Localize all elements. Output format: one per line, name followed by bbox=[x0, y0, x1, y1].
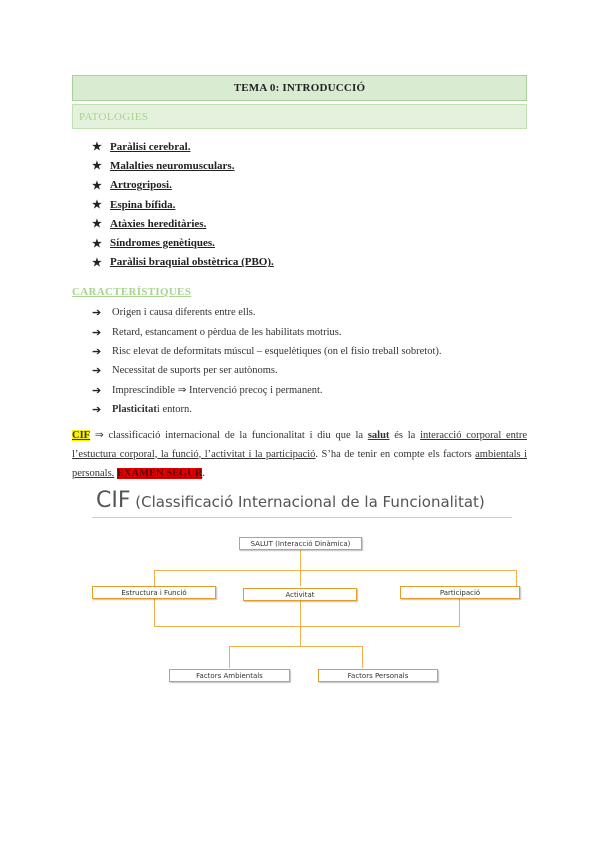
arrow-bullet-icon: ➔ bbox=[92, 326, 102, 339]
star-bullet-icon: ★ bbox=[92, 237, 102, 250]
node-label: Factors Ambientals bbox=[196, 671, 263, 680]
cif-salut: salut bbox=[367, 429, 390, 441]
list-item bbox=[92, 137, 274, 156]
diagram-node-estructura bbox=[92, 586, 216, 599]
star-bullet-icon: ★ bbox=[92, 256, 102, 269]
connector-line bbox=[154, 599, 155, 626]
list-item-text: Risc elevat de deformitats múscul – esquelètiques (on el fisio treball sobretot). bbox=[112, 345, 442, 357]
page-title bbox=[72, 75, 527, 101]
diagram-divider bbox=[92, 517, 512, 518]
connector-line bbox=[459, 599, 460, 626]
cif-label: CIF bbox=[72, 429, 91, 441]
cif-text-2: és la bbox=[389, 429, 421, 441]
diagram-node-participacio bbox=[400, 586, 520, 599]
list-item-text: Retard, estancament o pèrdua de les habilitats motrius. bbox=[112, 326, 342, 338]
cif-text-1: ⇒ classificació internacional de la funcionalitat i diu que la bbox=[90, 429, 368, 441]
list-item-text: Necessitat de suports per ser autònoms. bbox=[112, 365, 278, 377]
diagram-node-activitat bbox=[243, 588, 357, 601]
arrow-bullet-icon: ➔ bbox=[92, 365, 102, 378]
connector-line bbox=[362, 646, 363, 668]
list-item-text: Malalties neuromusculars. bbox=[110, 159, 235, 172]
list-item bbox=[92, 322, 442, 341]
connector-line bbox=[300, 570, 301, 586]
list-item-text: Atàxies hereditàries. bbox=[110, 217, 207, 230]
node-label: SALUT (Interacció Dinàmica) bbox=[250, 539, 351, 548]
diagram-title-paren: (Classificació Internacional de la Funcionalitat) bbox=[130, 493, 485, 511]
list-item-text: i entorn. bbox=[156, 404, 192, 416]
cif-text-3: . S’ha de tenir en compte els factors bbox=[315, 448, 476, 460]
connector-line bbox=[154, 570, 155, 586]
star-bullet-icon: ★ bbox=[92, 179, 102, 192]
node-label: Activitat bbox=[285, 590, 315, 599]
section-heading-patologies bbox=[72, 104, 527, 129]
list-item-text: Imprescindible ⇒ Intervenció precoç i permanent. bbox=[112, 385, 323, 397]
arrow-bullet-icon: ➔ bbox=[92, 345, 102, 358]
patologies-list bbox=[92, 137, 274, 272]
cif-interaccio: interacció corporal entre l’estuctura corporal, la funció, l’activitat i la participació bbox=[72, 429, 527, 460]
list-item bbox=[92, 195, 274, 214]
node-label: Estructura i Funció bbox=[121, 588, 187, 597]
section-heading-text: PATOLOGIES bbox=[79, 110, 149, 123]
arrow-bullet-icon: ➔ bbox=[92, 384, 102, 397]
list-item-text: Origen i causa diferents entre ells. bbox=[112, 307, 256, 319]
list-item-text: Síndromes genètiques. bbox=[110, 237, 215, 250]
node-label: Factors Personals bbox=[347, 671, 409, 680]
list-item-bold-text: Plasticitat bbox=[112, 404, 157, 416]
diagram-title-main: CIF bbox=[96, 488, 131, 513]
list-item bbox=[92, 342, 442, 361]
list-item bbox=[92, 400, 442, 419]
list-item bbox=[92, 156, 274, 175]
connector-line bbox=[154, 626, 460, 627]
star-bullet-icon: ★ bbox=[92, 199, 102, 212]
list-item bbox=[92, 214, 274, 233]
list-item bbox=[92, 381, 442, 400]
exam-badge: EXAMEN SEGUR bbox=[116, 467, 203, 479]
connector-line bbox=[300, 550, 301, 570]
caracteristiques-list bbox=[92, 303, 442, 419]
connector-line bbox=[154, 570, 516, 571]
caracteristiques-heading: CARACTERÍSTIQUES bbox=[72, 286, 192, 298]
list-item-text: Artrogriposi. bbox=[110, 179, 172, 192]
list-item bbox=[92, 233, 274, 252]
list-item bbox=[92, 176, 274, 195]
list-item bbox=[92, 361, 442, 380]
connector-line bbox=[516, 570, 517, 586]
list-item bbox=[92, 253, 274, 272]
node-label: Participació bbox=[439, 588, 481, 597]
star-bullet-icon: ★ bbox=[92, 160, 102, 173]
diagram-title bbox=[96, 488, 485, 513]
cif-text-5: . bbox=[202, 467, 206, 479]
arrow-bullet-icon: ➔ bbox=[92, 307, 102, 320]
diagram-node-salut bbox=[239, 537, 362, 550]
page-title-text: TEMA 0: INTRODUCCIÓ bbox=[233, 82, 366, 94]
arrow-bullet-icon: ➔ bbox=[92, 404, 102, 417]
diagram-node-personals bbox=[318, 669, 438, 682]
star-bullet-icon: ★ bbox=[92, 218, 102, 231]
diagram-node-ambientals bbox=[169, 669, 290, 682]
list-item-text: Paràlisi cerebral. bbox=[110, 140, 191, 153]
list-item-text: Espina bífida. bbox=[110, 198, 176, 211]
list-item bbox=[92, 303, 442, 322]
list-item-text: Paràlisi braquial obstètrica (PBO). bbox=[110, 256, 274, 269]
cif-ambientals: ambientals i personals. bbox=[72, 448, 527, 479]
connector-line bbox=[300, 601, 301, 626]
star-bullet-icon: ★ bbox=[92, 141, 102, 154]
connector-line bbox=[229, 646, 230, 668]
cif-paragraph bbox=[72, 426, 527, 483]
connector-line bbox=[229, 646, 362, 647]
connector-line bbox=[300, 626, 301, 646]
